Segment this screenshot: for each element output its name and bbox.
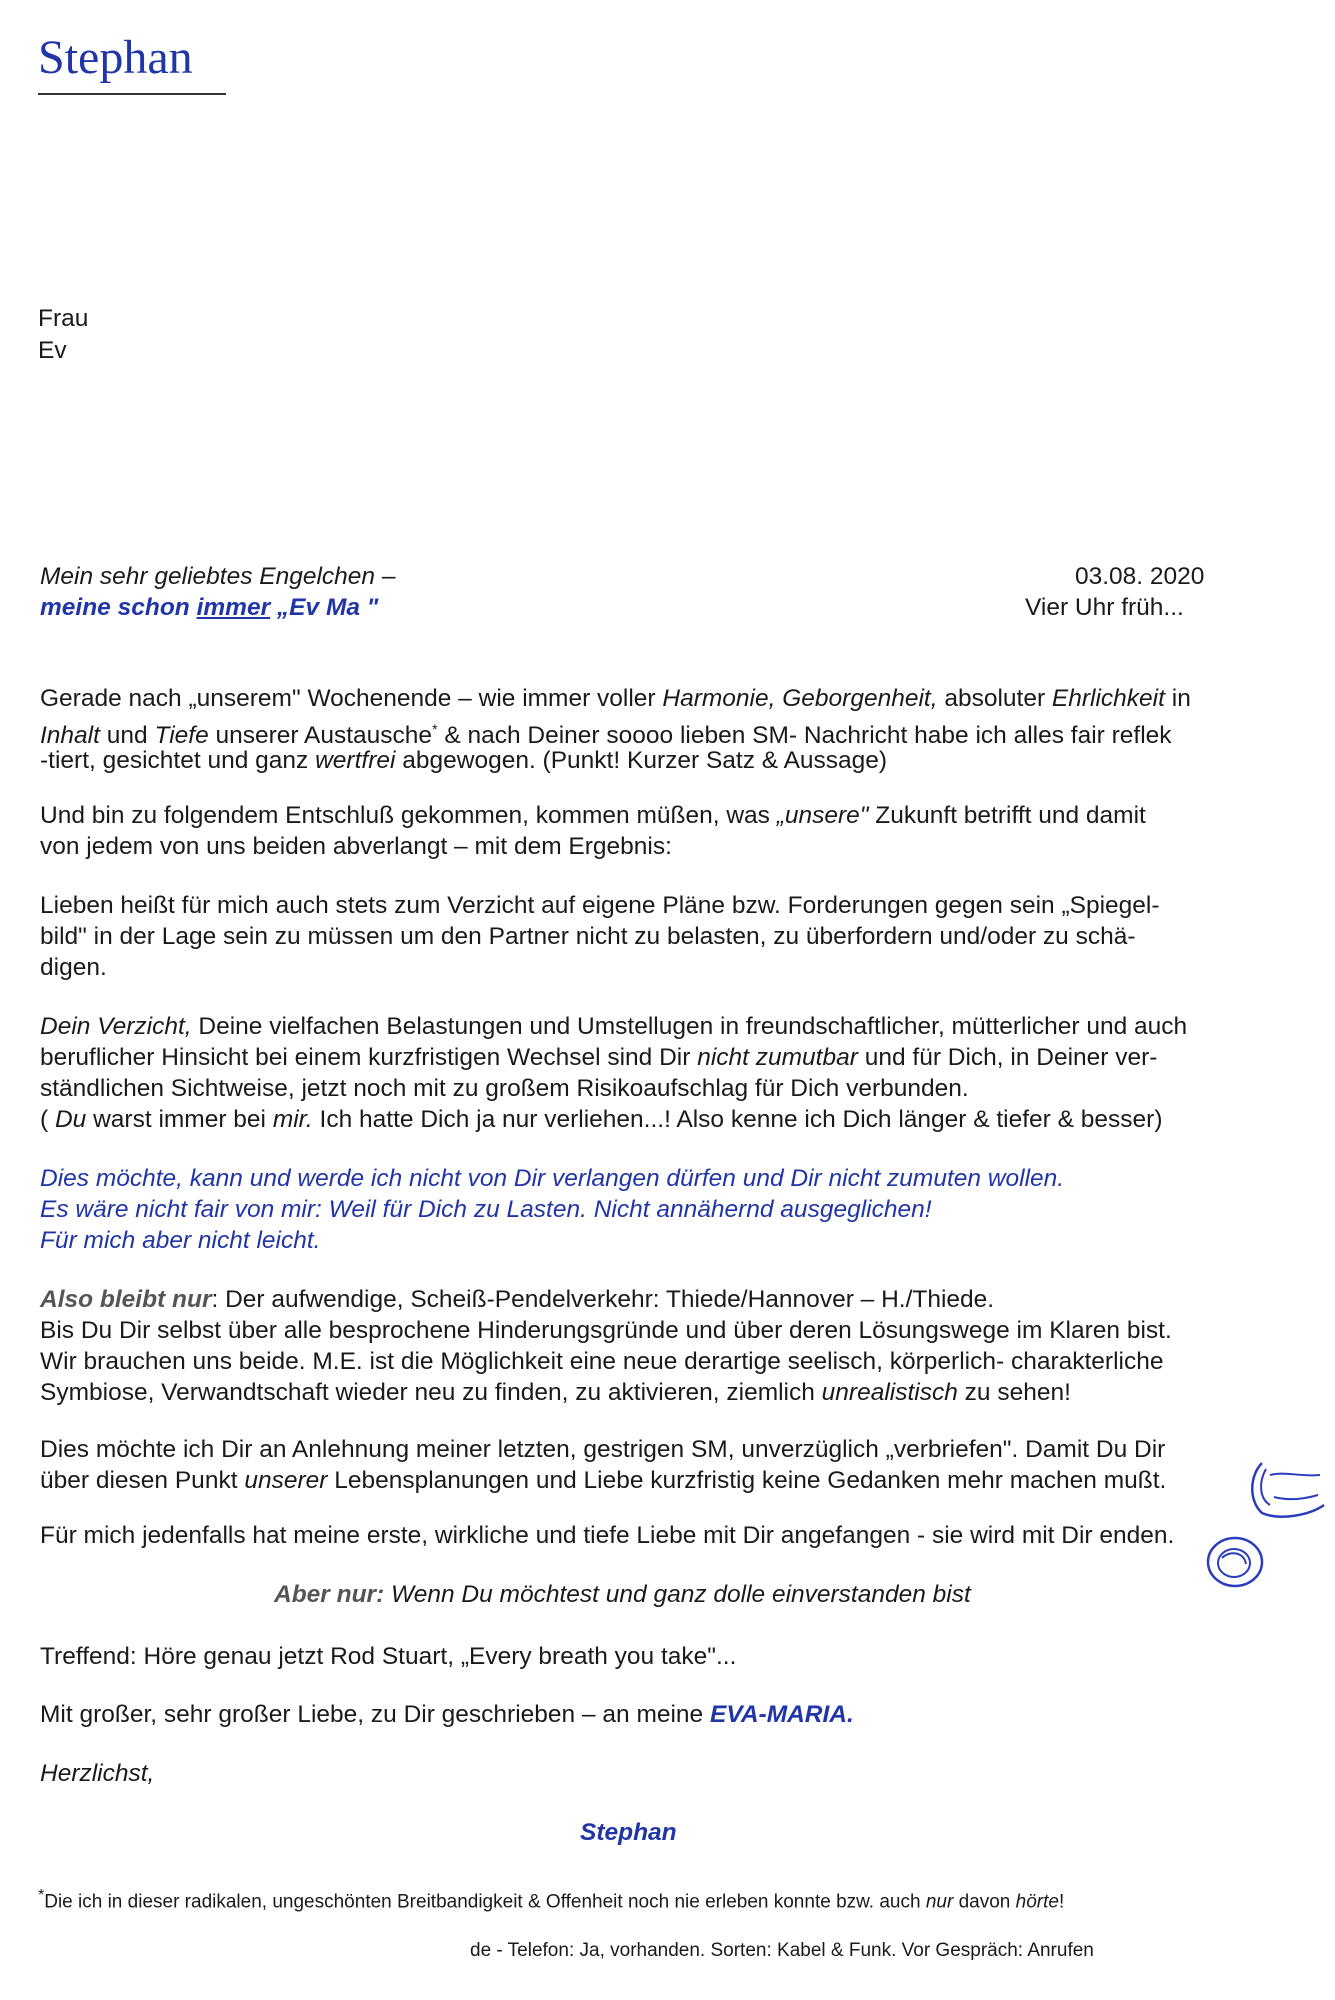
- p6-bold-italic: Also bleibt nur: [40, 1286, 212, 1313]
- p4-italic: nicht zumutbar: [697, 1044, 858, 1071]
- footnote: [38, 1887, 1064, 1913]
- p1-italic: Ehrlichkeit: [1051, 685, 1165, 712]
- p9-bold-italic: Aber nur:: [274, 1581, 385, 1608]
- date-line-2: Vier Uhr früh...: [1025, 594, 1184, 621]
- p4-line-1: [40, 1011, 1187, 1042]
- p5-line-3: Für mich aber nicht leicht.: [40, 1227, 321, 1254]
- letterhead-rule: [38, 93, 226, 95]
- p4-line-2: [40, 1042, 1157, 1073]
- p4-italic: mir.: [272, 1106, 313, 1133]
- p7-text: über diesen Punkt: [40, 1467, 245, 1494]
- p4-italic: Du: [54, 1106, 87, 1133]
- footnote-star: *: [38, 1887, 45, 1904]
- p2-italic: „unsere": [776, 802, 869, 829]
- p4-text: (: [40, 1106, 55, 1133]
- salutation-underlined: immer: [196, 594, 271, 621]
- salutation-name: „Ev Ma ": [270, 594, 379, 621]
- p4-line-3: ständlichen Sichtweise, jetzt noch mit zu großem Risikoaufschlag für Dich verbunden.: [40, 1075, 969, 1102]
- p1-text: absoluter: [937, 685, 1052, 712]
- p1-italic: Inhalt: [40, 722, 100, 750]
- p10-line: Treffend: Höre genau jetzt Rod Stuart, „Every breath you take"...: [40, 1643, 737, 1670]
- footer-line: de - Telefon: Ja, vorhanden. Sorten: Kabel & Funk. Vor Gespräch: Anrufen: [470, 1940, 1094, 1961]
- p6-line-2: Bis Du Dir selbst über alle besprochene Hinderungsgründe und über deren Lösungswege im Klaren bist.: [40, 1317, 1172, 1344]
- salutation-line-2: [40, 592, 378, 623]
- p1-text: Gerade nach „unserem" Wochenende – wie immer voller: [40, 685, 663, 712]
- p5-line-2: Es wäre nicht fair von mir: Weil für Dich zu Lasten. Nicht annähernd ausgeglichen!: [40, 1196, 932, 1223]
- p1-italic: wertfrei: [315, 747, 396, 774]
- p6-line-4: [40, 1377, 1071, 1408]
- p6-text: : Der aufwendige, Scheiß-Pendelverkehr: Thiede/Hannover – H./Thiede.: [211, 1286, 995, 1313]
- footnote-text: Die ich in dieser radikalen, ungeschönten Breitbandigkeit & Offenheit noch nie erleben konnte bzw. auch: [44, 1891, 926, 1913]
- p4-line-4: [40, 1104, 1163, 1135]
- p7-italic: unserer: [244, 1467, 328, 1494]
- p6-text: zu sehen!: [957, 1379, 1071, 1406]
- p2-line-1: [40, 800, 1146, 831]
- p11-text: Mit großer, sehr großer Liebe, zu Dir geschrieben – an meine: [40, 1701, 710, 1728]
- p7-line-1: Dies möchte ich Dir an Anlehnung meiner letzten, gestrigen SM, unverzüglich „verbriefen". Damit Du Dir: [40, 1436, 1166, 1463]
- letterhead-name: Stephan: [38, 31, 193, 84]
- signature: Stephan: [580, 1819, 677, 1846]
- p1-text: in: [1164, 685, 1191, 712]
- p6-italic: unrealistisch: [821, 1379, 958, 1406]
- date-line-1: 03.08. 2020: [1075, 563, 1205, 590]
- p4-italic: Dein Verzicht,: [40, 1013, 192, 1040]
- footnote-marker: *: [432, 721, 438, 737]
- p5-line-1: Dies möchte, kann und werde ich nicht von Dir verlangen dürfen und Dir nicht zumuten wollen.: [40, 1165, 1065, 1192]
- p1-text: -tiert, gesichtet und ganz: [40, 747, 316, 774]
- recipient-line-2: Ev: [38, 337, 67, 364]
- p1-line-3: [40, 745, 887, 776]
- p2-text: Zukunft betrifft und damit: [868, 802, 1146, 829]
- p4-text: Ich hatte Dich ja nur verliehen...! Also kenne ich Dich länger & tiefer & besser): [312, 1106, 1163, 1133]
- p4-text: und für Dich, in Deiner ver-: [857, 1044, 1158, 1071]
- p1-text: unserer Austausche: [208, 722, 433, 750]
- p2-line-2: von jedem von uns beiden abverlangt – mit dem Ergebnis:: [40, 833, 672, 860]
- p3-line-1: Lieben heißt für mich auch stets zum Verzicht auf eigene Pläne bzw. Forderungen gegen sein „Spiegel-: [40, 892, 1160, 919]
- p6-line-1: [40, 1284, 994, 1315]
- footnote-italic: nur: [925, 1891, 954, 1913]
- p7-text: Lebensplanungen und Liebe kurzfristig keine Gedanken mehr machen mußt.: [327, 1467, 1167, 1494]
- p3-line-2: bild" in der Lage sein zu müssen um den Partner nicht zu belasten, zu überfordern und/oder zu schä-: [40, 923, 1136, 950]
- p1-italic: Tiefe: [154, 722, 209, 750]
- p6-line-3: Wir brauchen uns beide. M.E. ist die Möglichkeit eine neue derartige seelisch, körperlich- charakterliche: [40, 1348, 1164, 1375]
- p1-line-1: [40, 683, 1191, 714]
- p8-line-1: Für mich jedenfalls hat meine erste, wirkliche und tiefe Liebe mit Dir angefangen - sie wird mit Dir enden.: [40, 1522, 1175, 1549]
- recipient-line-1: Frau: [38, 305, 89, 332]
- p9-italic: Wenn Du möchtest und ganz dolle einverstanden bist: [384, 1581, 971, 1608]
- p3-line-3: digen.: [40, 954, 107, 981]
- handdrawn-circle-icon: [1200, 1530, 1270, 1595]
- footnote-italic: hörte: [1015, 1891, 1059, 1913]
- p11-line: [40, 1699, 854, 1730]
- p6-text: Symbiose, Verwandtschaft wieder neu zu finden, zu aktivieren, ziemlich: [40, 1379, 822, 1406]
- p1-text: abgewogen. (Punkt! Kurzer Satz & Aussage): [395, 747, 888, 774]
- p9-line: [274, 1579, 971, 1610]
- p1-text: & nach Deiner soooo lieben SM- Nachricht habe ich alles fair reflek: [437, 722, 1172, 750]
- closing: Herzlichst,: [40, 1760, 155, 1787]
- p4-text: beruflicher Hinsicht bei einem kurzfristigen Wechsel sind Dir: [40, 1044, 698, 1071]
- p4-text: Deine vielfachen Belastungen und Umstellugen in freundschaftlicher, mütterlicher und auch: [191, 1013, 1188, 1040]
- handdrawn-smiley-icon: [1240, 1455, 1330, 1525]
- p4-text: warst immer bei: [86, 1106, 273, 1133]
- p1-italic: Harmonie, Geborgenheit,: [662, 685, 938, 712]
- p11-name: EVA-MARIA.: [709, 1701, 854, 1728]
- salutation-line-1: Mein sehr geliebtes Engelchen –: [40, 563, 396, 590]
- p2-text: Und bin zu folgendem Entschluß gekommen, kommen müßen, was: [40, 802, 777, 829]
- footnote-text: davon: [953, 1891, 1016, 1913]
- p7-line-2: [40, 1465, 1166, 1496]
- salutation-pre: meine schon: [40, 594, 197, 621]
- footnote-text: !: [1058, 1891, 1065, 1913]
- p1-text: und: [99, 722, 155, 750]
